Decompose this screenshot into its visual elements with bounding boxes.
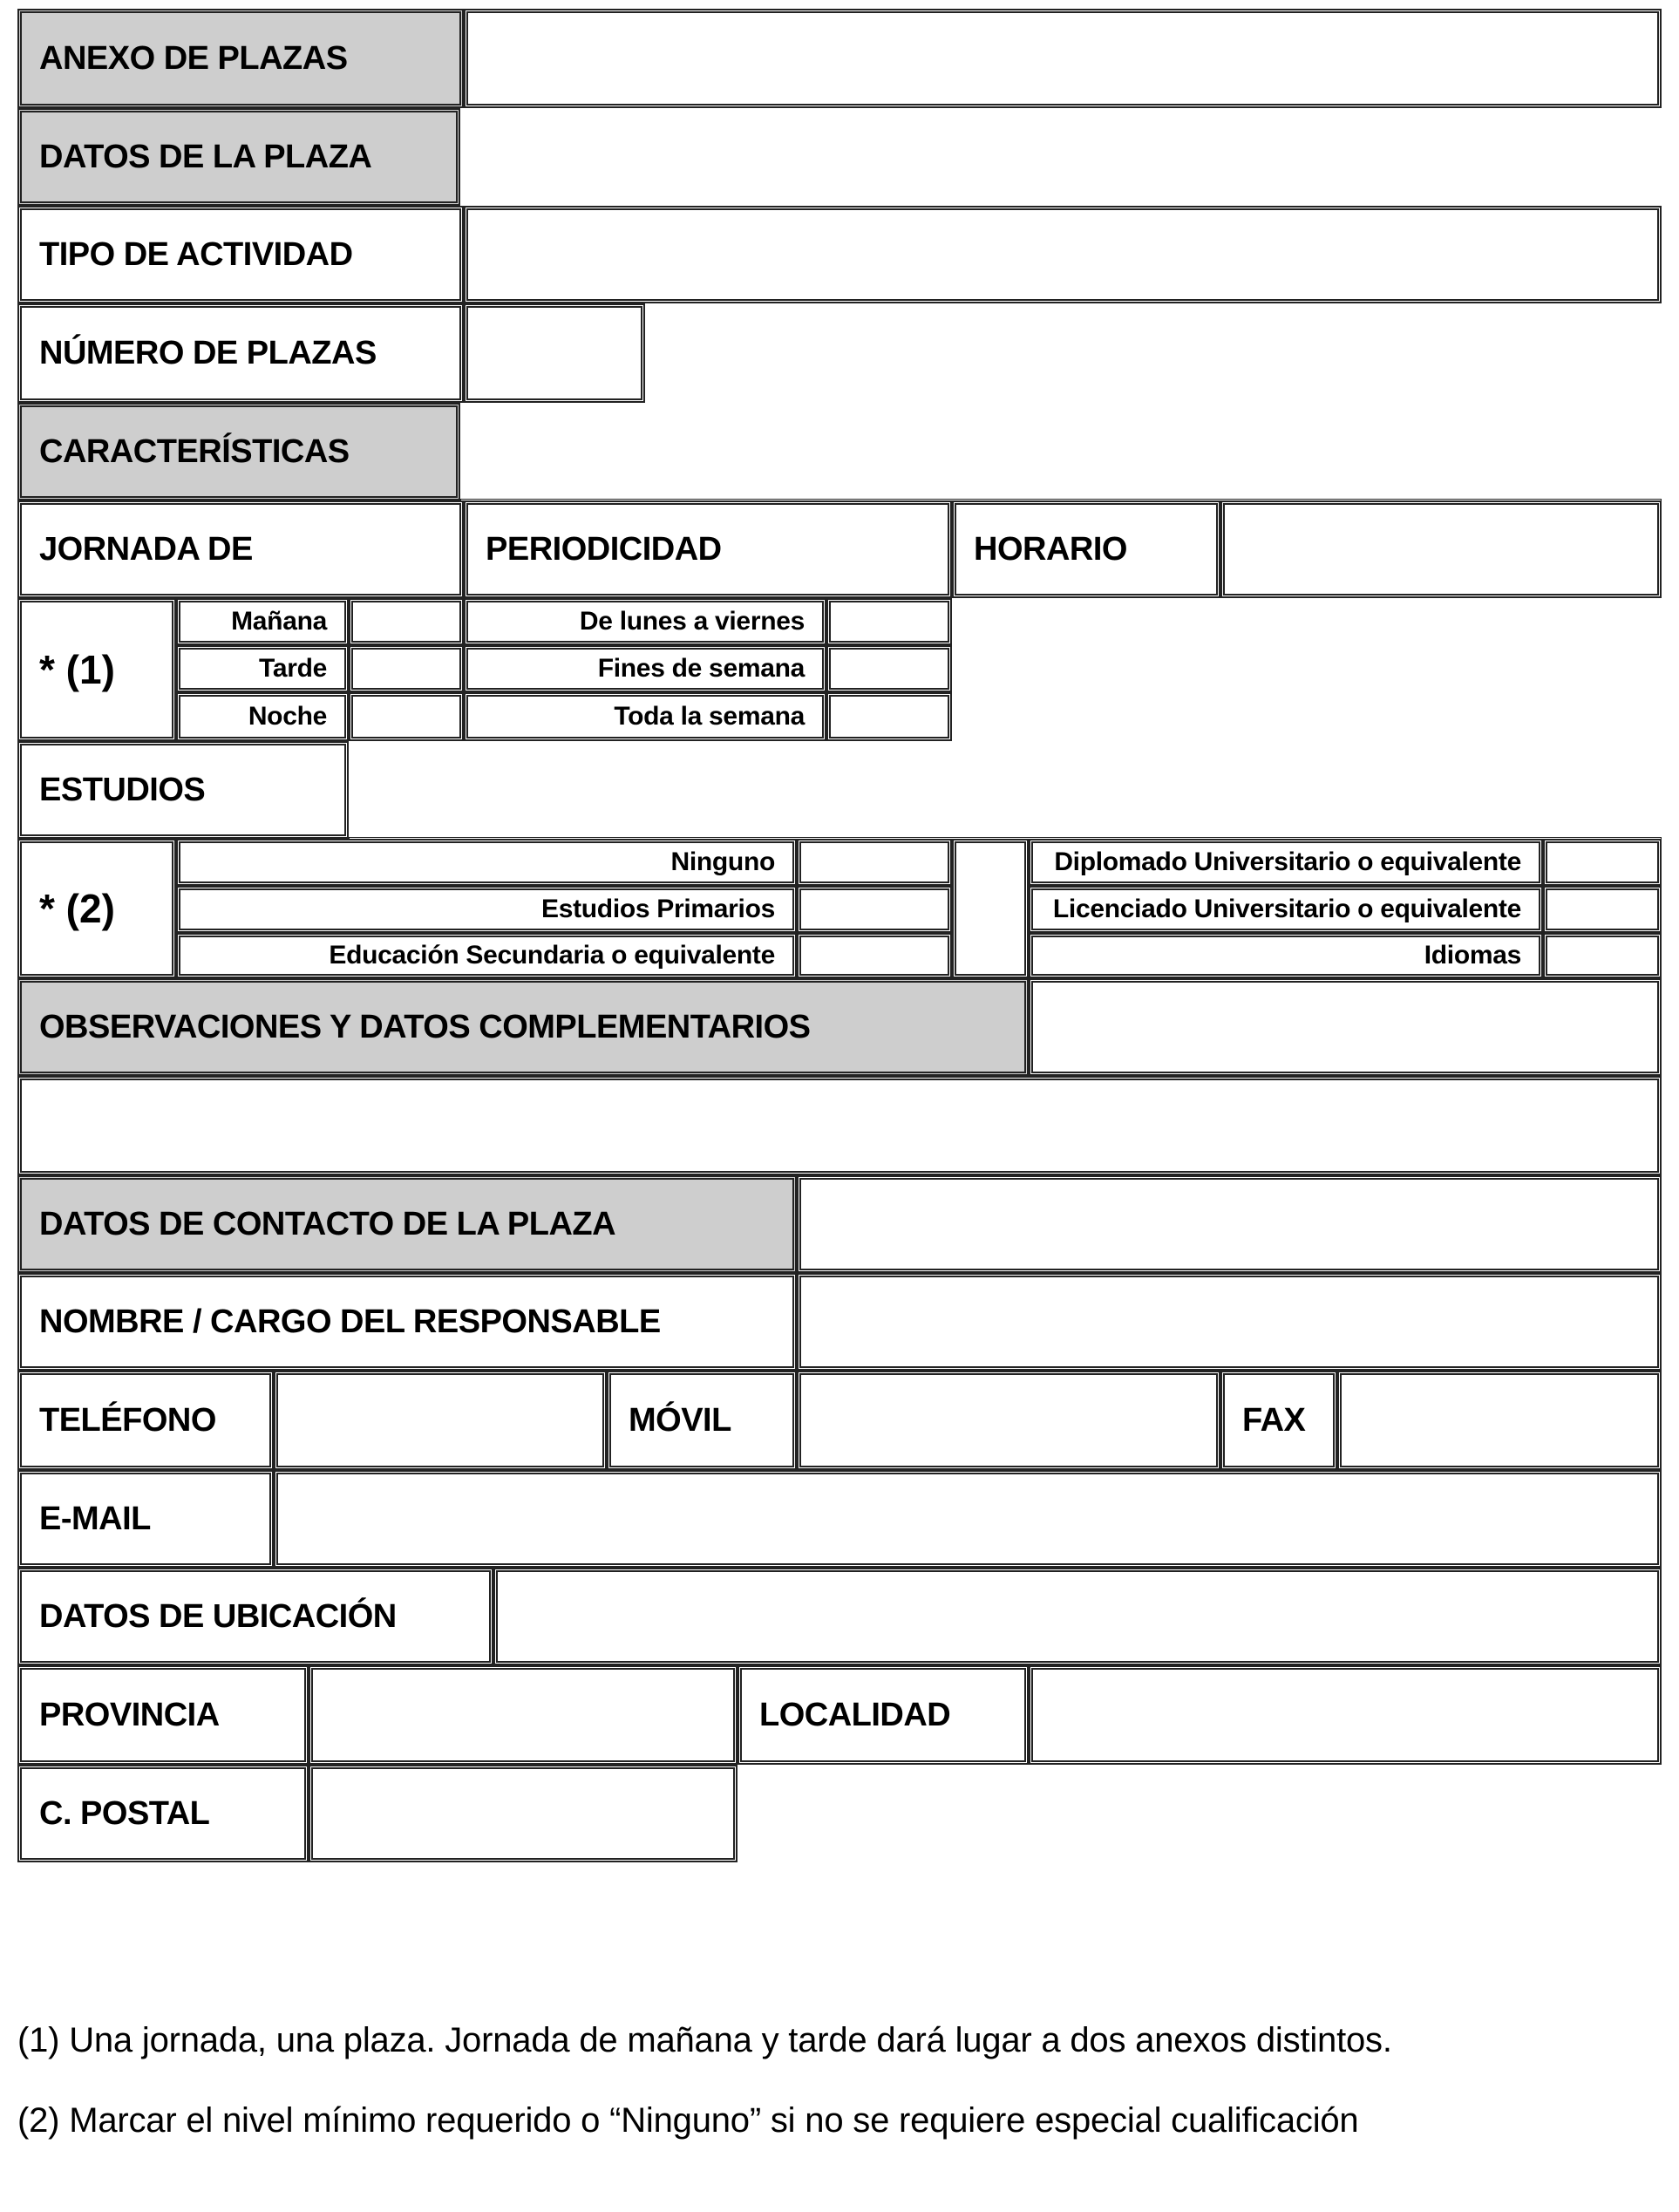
datos-contacto-label: DATOS DE CONTACTO DE LA PLAZA xyxy=(17,1175,797,1273)
anexo-de-plazas-label: ANEXO DE PLAZAS xyxy=(17,9,464,108)
datos-de-la-plaza-label: DATOS DE LA PLAZA xyxy=(17,108,460,206)
jornada-checkbox-noche[interactable] xyxy=(349,692,464,741)
estudios-option-secundaria: Educación Secundaria o equivalente xyxy=(176,933,797,978)
localidad-label: LOCALIDAD xyxy=(738,1665,1029,1765)
c-postal-label: C. POSTAL xyxy=(17,1765,309,1862)
nombre-cargo-field[interactable] xyxy=(797,1273,1662,1371)
fax-label: FAX xyxy=(1220,1371,1337,1470)
provincia-field[interactable] xyxy=(309,1665,738,1765)
footnote-1: (1) Una jornada, una plaza. Jornada de mañana y tarde dará lugar a dos anexos distintos. xyxy=(17,2021,1392,2059)
datos-ubicacion-field[interactable] xyxy=(493,1568,1662,1665)
anexo-de-plazas-field[interactable] xyxy=(464,9,1662,108)
c-postal-field[interactable] xyxy=(309,1765,738,1862)
estudios-option-licenciado: Licenciado Universitario o equivalente xyxy=(1029,886,1543,933)
horario-label: HORARIO xyxy=(952,500,1220,598)
estudios-checkbox-secundaria[interactable] xyxy=(797,933,952,978)
movil-field[interactable] xyxy=(797,1371,1220,1470)
estudios-label: ESTUDIOS xyxy=(17,741,349,839)
datos-contacto-field[interactable] xyxy=(797,1175,1662,1273)
caracteristicas-label: CARACTERÍSTICAS xyxy=(17,403,460,500)
estudios-checkbox-primarios[interactable] xyxy=(797,886,952,933)
observaciones-side-field[interactable] xyxy=(1029,978,1662,1076)
jornada-option-manana: Mañana xyxy=(176,598,349,645)
provincia-label: PROVINCIA xyxy=(17,1665,309,1765)
tipo-de-actividad-label: TIPO DE ACTIVIDAD xyxy=(17,206,464,303)
datos-ubicacion-label: DATOS DE UBICACIÓN xyxy=(17,1568,493,1665)
periodicidad-checkbox-toda-semana[interactable] xyxy=(826,692,952,741)
estudios-option-idiomas: Idiomas xyxy=(1029,933,1543,978)
movil-label: MÓVIL xyxy=(607,1371,797,1470)
localidad-field[interactable] xyxy=(1029,1665,1662,1765)
tipo-de-actividad-field[interactable] xyxy=(464,206,1662,303)
estudios-option-diplomado: Diplomado Universitario o equivalente xyxy=(1029,839,1543,886)
estudios-spacer-cell xyxy=(952,839,1029,978)
jornada-option-tarde: Tarde xyxy=(176,645,349,692)
periodicidad-option-fines-semana: Fines de semana xyxy=(464,645,826,692)
observaciones-label: OBSERVACIONES Y DATOS COMPLEMENTARIOS xyxy=(17,978,1029,1076)
horario-field[interactable] xyxy=(1220,500,1662,598)
jornada-checkbox-manana[interactable] xyxy=(349,598,464,645)
telefono-field[interactable] xyxy=(274,1371,607,1470)
jornada-de-label: JORNADA DE xyxy=(17,500,464,598)
estudios-option-ninguno: Ninguno xyxy=(176,839,797,886)
email-field[interactable] xyxy=(274,1470,1662,1568)
nombre-cargo-label: NOMBRE / CARGO DEL RESPONSABLE xyxy=(17,1273,797,1371)
jornada-option-noche: Noche xyxy=(176,692,349,741)
telefono-label: TELÉFONO xyxy=(17,1371,274,1470)
periodicidad-label: PERIODICIDAD xyxy=(464,500,952,598)
estudios-checkbox-ninguno[interactable] xyxy=(797,839,952,886)
periodicidad-option-lunes-viernes: De lunes a viernes xyxy=(464,598,826,645)
periodicidad-checkbox-fines-semana[interactable] xyxy=(826,645,952,692)
numero-de-plazas-field[interactable] xyxy=(464,303,645,403)
email-label: E-MAIL xyxy=(17,1470,274,1568)
jornada-checkbox-tarde[interactable] xyxy=(349,645,464,692)
estudios-checkbox-licenciado[interactable] xyxy=(1543,886,1662,933)
numero-de-plazas-label: NÚMERO DE PLAZAS xyxy=(17,303,464,403)
periodicidad-option-toda-semana: Toda la semana xyxy=(464,692,826,741)
estudios-checkbox-diplomado[interactable] xyxy=(1543,839,1662,886)
periodicidad-checkbox-lunes-viernes[interactable] xyxy=(826,598,952,645)
fax-field[interactable] xyxy=(1337,1371,1662,1470)
footnote-2: (2) Marcar el nivel mínimo requerido o “Ninguno” si no se requiere especial cualificación xyxy=(17,2101,1359,2140)
estudios-checkbox-idiomas[interactable] xyxy=(1543,933,1662,978)
estudios-option-primarios: Estudios Primarios xyxy=(176,886,797,933)
note-1-marker: * (1) xyxy=(17,598,176,741)
observaciones-field[interactable] xyxy=(17,1076,1662,1175)
note-2-marker: * (2) xyxy=(17,839,176,978)
